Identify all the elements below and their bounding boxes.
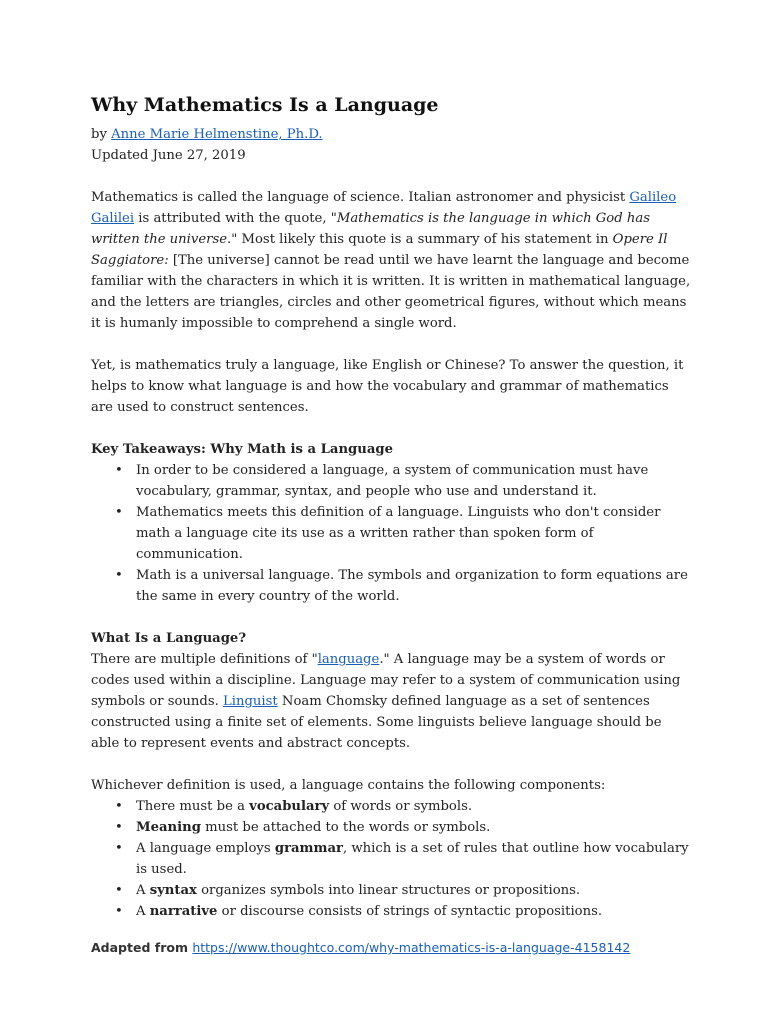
bullet-icon: • (115, 799, 123, 814)
linguist-link[interactable]: Linguist (223, 694, 278, 709)
byline (91, 124, 691, 145)
bullet-icon: • (115, 883, 123, 898)
intro-paragraph (91, 187, 691, 334)
article-body (91, 92, 691, 922)
list-item: • A language employs grammar, which is a set of rules that outline how vocabulary is used. (136, 838, 691, 880)
list-item: • In order to be considered a language, a system of communication must have vocabulary, grammar, syntax, and people who use and understand it. (136, 460, 691, 502)
intro-text-3: ." Most likely this quote is a summary of his statement in (227, 232, 613, 247)
galileo-quote: Mathematics is the language in which God has written the universe (91, 211, 650, 247)
takeaways-heading: Key Takeaways: Why Math is a Language (91, 442, 394, 457)
adapted-from-label: Adapted from (91, 940, 193, 955)
question-paragraph: Yet, is mathematics truly a language, like English or Chinese? To answer the question, it helps to know what language is and how the vocabulary and grammar of mathematics are used to construct sentences. (91, 358, 684, 415)
source-url-link[interactable]: https://www.thoughtco.com/why-mathematics-is-a-language-4158142 (192, 940, 631, 955)
author-link[interactable]: Anne Marie Helmenstine, Ph.D. (111, 127, 323, 142)
bullet-icon: • (115, 505, 123, 520)
bullet-icon: • (115, 568, 123, 583)
source-footer (91, 938, 711, 958)
updated-date: Updated June 27, 2019 (91, 148, 246, 163)
definition-paragraph: There are multiple definitions of "language." A language may be a system of words or codes used within a discipline. Language may refer to a system of communication using symbols or sounds. Linguist Noam Chomsky defined language as a set of sentences constructed using a finite set of elements. Some linguists believe language should be able to represent events and abstract concepts. (91, 652, 681, 751)
intro-text-2: is attributed with the quote, " (134, 211, 337, 226)
bullet-icon: • (115, 463, 123, 478)
components-intro: Whichever definition is used, a language contains the following components: (91, 778, 606, 793)
takeaways-list (91, 460, 691, 607)
list-item: • A syntax organizes symbols into linear structures or propositions. (136, 880, 691, 901)
bullet-icon: • (115, 904, 123, 919)
page-title: Why Mathematics Is a Language (91, 94, 439, 116)
intro-text-1: Mathematics is called the language of science. Italian astronomer and physicist (91, 190, 630, 205)
intro-text-4: [The universe] cannot be read until we have learnt the language and become familiar with the characters in which it is written. It is written in mathematical language, and the letters are triangles, circles and other geometrical figures, without which means it is humanly impossible to comprehend a single word. (91, 253, 691, 331)
list-item: • Math is a universal language. The symbols and organization to form equations are the same in every country of the world. (136, 565, 691, 607)
what-is-heading: What Is a Language? (91, 631, 247, 646)
bullet-icon: • (115, 820, 123, 835)
bullet-icon: • (115, 841, 123, 856)
list-item: • Mathematics meets this definition of a language. Linguists who don't consider math a language cite its use as a written rather than spoken form of communication. (136, 502, 691, 565)
components-list (91, 796, 691, 922)
list-item: • A narrative or discourse consists of strings of syntactic propositions. (136, 901, 691, 922)
galileo-link[interactable]: Galileo Galilei (91, 190, 677, 226)
list-item: • Meaning must be attached to the words or symbols. (136, 817, 691, 838)
language-link[interactable]: language (317, 652, 380, 667)
list-item: • There must be a vocabulary of words or symbols. (136, 796, 691, 817)
work-title: Opere Il Saggiatore: (91, 232, 668, 268)
byline-prefix: by (91, 127, 112, 142)
